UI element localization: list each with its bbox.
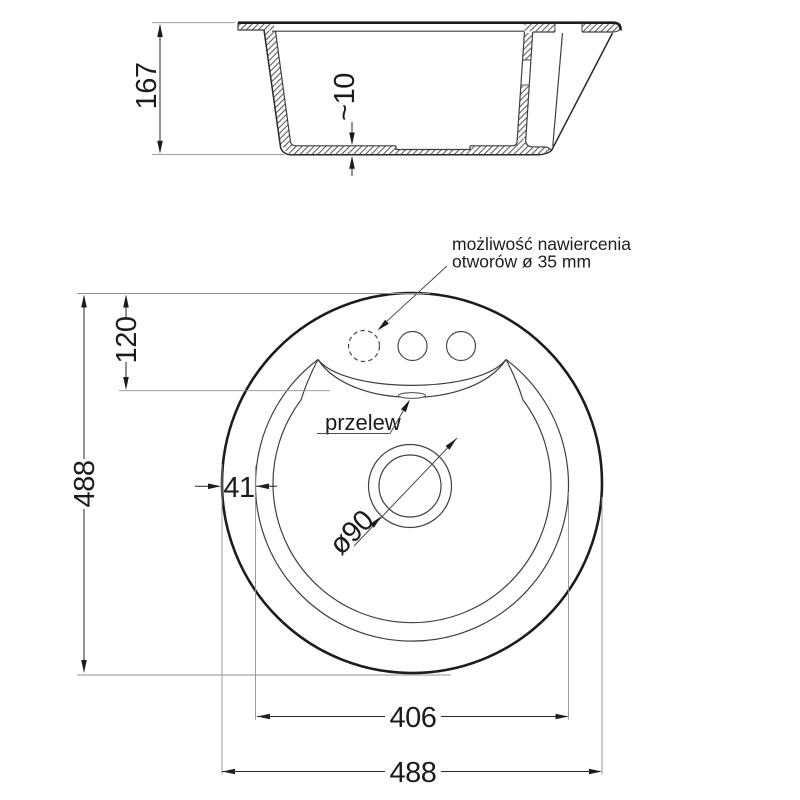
section-overflow-channel-wall bbox=[553, 33, 563, 146]
section-bowl-inner-surface bbox=[276, 31, 525, 149]
dimension-120 bbox=[111, 295, 330, 391]
arrowhead-up bbox=[349, 156, 355, 169]
dimension-167 bbox=[131, 23, 284, 155]
sink-outer-circle bbox=[222, 293, 602, 673]
section-top-edge bbox=[238, 23, 621, 31]
hatch-left-flange bbox=[238, 23, 274, 31]
overflow-label bbox=[317, 400, 410, 436]
dimension-406 bbox=[256, 466, 569, 734]
dim-text-167: 167 bbox=[131, 62, 164, 110]
deck-upper-curve bbox=[318, 360, 506, 386]
dim-text-120: 120 bbox=[111, 316, 144, 364]
drill-note-leader-line bbox=[380, 266, 448, 328]
dim-text-488h: 488 bbox=[389, 757, 437, 789]
hatch-right-flange-b bbox=[582, 23, 619, 31]
section-view bbox=[131, 23, 620, 176]
arrowhead-down bbox=[123, 377, 129, 390]
arrowhead-up bbox=[157, 24, 163, 37]
arrowhead-down bbox=[349, 133, 355, 146]
section-outer-profile bbox=[264, 30, 613, 155]
dimension-bottom-thickness bbox=[329, 73, 361, 176]
dimension-41 bbox=[195, 472, 277, 504]
dimension-488-horizontal bbox=[222, 464, 602, 789]
section-flange-hole-edges bbox=[555, 24, 582, 33]
top-view bbox=[69, 234, 631, 789]
dim-text-10: ~10 bbox=[329, 73, 362, 121]
optional-drill-hole-dashed bbox=[349, 331, 380, 362]
dim-text-488v: 488 bbox=[69, 460, 102, 508]
drill-note-line1: możliwość nawiercenia bbox=[452, 234, 631, 254]
arrowhead-right bbox=[589, 769, 602, 775]
dim-text-406: 406 bbox=[389, 702, 437, 734]
overflow-slot bbox=[399, 393, 426, 399]
dim-text-drain: ø90 bbox=[323, 504, 381, 562]
arrowhead-right bbox=[208, 484, 221, 490]
hatch-right-flange-a bbox=[525, 23, 555, 31]
dim-text-41: 41 bbox=[223, 472, 255, 504]
drill-note-line2: otworów ø 35 mm bbox=[452, 251, 592, 272]
arrowhead-up bbox=[123, 295, 129, 308]
overflow-label-text: przelew bbox=[325, 410, 401, 435]
overflow-arrowhead bbox=[401, 400, 410, 413]
faucet-hole-middle bbox=[398, 332, 427, 361]
drain bbox=[323, 438, 457, 561]
arrowhead-right bbox=[556, 714, 569, 720]
deck-lower-curve bbox=[318, 360, 506, 398]
arrowhead-down bbox=[81, 660, 87, 673]
rim-circle-arc bbox=[255, 360, 568, 642]
arrowhead-down bbox=[157, 141, 163, 154]
faucet-hole-right bbox=[447, 332, 476, 361]
bowl-edge-arc bbox=[273, 400, 551, 623]
arrowhead-up bbox=[81, 295, 87, 308]
